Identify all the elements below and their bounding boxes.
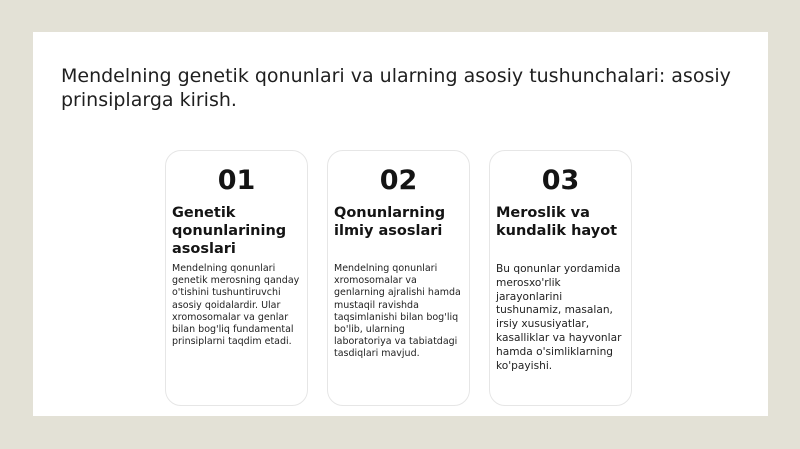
card-number: 02 [379, 165, 418, 196]
slide-title: Mendelning genetik qonunlari va ularning asosiy tushunchalari: asosiy prinsiplarga kirish. [61, 65, 731, 111]
card-body: Mendelning qonunlari genetik merosning qanday o'tishini tushuntiruvchi asosiy qoidalardir. Ular xromosomalar va genlar bilan bog'liq fundamental prinsiplarni taqdim etadi. [172, 263, 300, 348]
card-number: 03 [541, 165, 580, 196]
info-card-2 [327, 150, 470, 406]
info-card-1 [165, 150, 308, 406]
slide [33, 32, 768, 416]
card-heading: Meroslik va kundalik hayot [496, 205, 618, 239]
info-card-3 [489, 150, 632, 406]
card-heading: Qonunlarning ilmiy asoslari [334, 205, 446, 239]
card-number: 01 [217, 165, 256, 196]
card-body: Bu qonunlar yordamida merosxo'rlik jarayonlarini tushunamiz, masalan, irsiy xususiyatlar, kasalliklar va hayvonlar hamda o'simliklarning ko'payishi. [496, 263, 622, 372]
card-body: Mendelning qonunlari xromosomalar va genlarning ajralishi hamda mustaqil ravishda taqsimlanishi bilan bog'liq bo'lib, ularning laboratoriya va tabiatdagi tasdiqlari mavjud. [334, 263, 461, 360]
card-heading: Genetik qonunlarining asoslari [172, 205, 287, 257]
